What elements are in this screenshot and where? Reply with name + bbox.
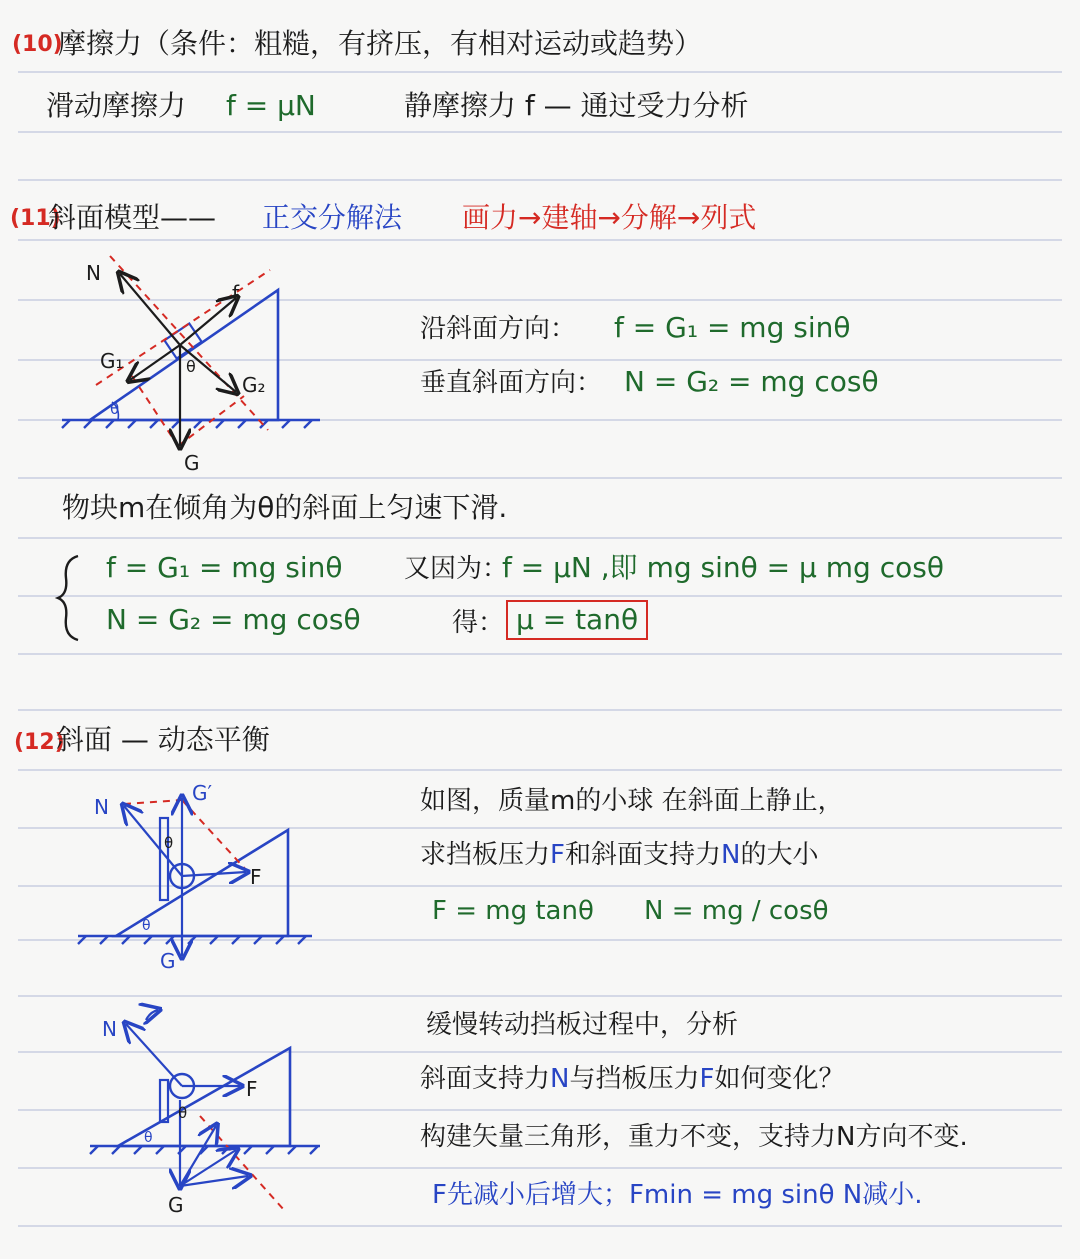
desc2-F: F <box>550 840 565 870</box>
desc2-part-c: 的大小 <box>740 840 819 870</box>
sliding-friction-label: 滑动摩擦力 <box>46 89 187 122</box>
sliding-friction-formula: f = μN <box>226 89 316 122</box>
label-theta-base: θ <box>110 400 120 418</box>
fig2-label-G: G <box>168 1193 184 1217</box>
q2-part-c: 如何变化？ <box>714 1064 845 1094</box>
perp-incline-label: 垂直斜面方向： <box>420 368 603 398</box>
result-box: μ = tanθ <box>506 600 648 640</box>
problem-statement: 物块m在倾角为θ的斜面上匀速下滑. <box>62 491 508 524</box>
label-G: G <box>184 451 200 475</box>
question-line-3: 构建矢量三角形，重力不变，支持力N方向不变. <box>420 1122 968 1152</box>
fig1-label-F: F <box>250 865 262 889</box>
fig1-label-theta-base: θ <box>142 918 151 934</box>
fig2-label-N: N <box>102 1017 117 1041</box>
desc2-part-b: 和斜面支持力 <box>564 840 721 870</box>
formula-N: N = mg / cosθ <box>644 896 829 926</box>
section-11-title: 斜面模型—— <box>48 201 217 234</box>
because-formula: f = μN ,即 mg sinθ = μ mg cosθ <box>502 551 944 584</box>
along-incline-formula: f = G₁ = mg sinθ <box>614 311 851 344</box>
label-G2: G₂ <box>242 373 266 397</box>
fig1-label-Gp: G′ <box>192 781 213 805</box>
label-f: f <box>232 281 240 305</box>
orthogonal-method: 正交分解法 <box>262 201 403 234</box>
result-label: 得： <box>452 608 505 638</box>
equation-1: f = G₁ = mg sinθ <box>106 551 343 584</box>
formula-F: F = mg tanθ <box>432 896 594 926</box>
q2-F: F <box>699 1064 715 1094</box>
section-12-title: 斜面 — 动态平衡 <box>56 723 270 756</box>
section-10-title: 摩擦力（条件：粗糙，有挤压，有相对运动或趋势） <box>58 27 703 60</box>
static-friction-text: 静摩擦力 f — 通过受力分析 <box>404 89 749 122</box>
label-G1: G₁ <box>100 349 124 373</box>
conclusion: F先减小后增大；Fmin = mg sinθ N减小. <box>432 1180 923 1210</box>
fig2-label-theta-base: θ <box>144 1130 153 1146</box>
fig1-label-G: G <box>160 949 176 973</box>
q2-part-b: 与挡板压力 <box>569 1064 700 1094</box>
question-line-1: 缓慢转动挡板过程中，分析 <box>426 1010 739 1040</box>
perp-incline-formula: N = G₂ = mg cosθ <box>624 365 879 398</box>
description-line-1: 如图，质量m的小球 在斜面上静止， <box>420 786 844 816</box>
method-steps: 画力→建轴→分解→列式 <box>462 201 757 234</box>
label-N: N <box>86 261 101 285</box>
because-label: 又因为： <box>404 554 509 584</box>
desc2-part-a: 求挡板压力 <box>420 840 551 870</box>
q2-N: N <box>550 1064 570 1094</box>
question-line-2 <box>420 1066 844 1092</box>
section-10-number: (10) <box>12 32 63 57</box>
q2-part-a: 斜面支持力 <box>420 1064 551 1094</box>
label-theta-top: θ <box>186 357 196 376</box>
section-12-number: (12) <box>14 730 65 755</box>
along-incline-label: 沿斜面方向： <box>420 314 577 344</box>
fig2-label-F: F <box>246 1077 258 1101</box>
fig1-label-N: N <box>94 795 109 819</box>
fig1-label-theta: θ <box>164 834 174 852</box>
equation-2: N = G₂ = mg cosθ <box>106 603 361 636</box>
section-11-number: (11) <box>10 206 61 231</box>
desc2-N: N <box>721 840 741 870</box>
baffle-board-2 <box>160 1080 168 1122</box>
fig2-label-theta: θ <box>178 1104 188 1122</box>
